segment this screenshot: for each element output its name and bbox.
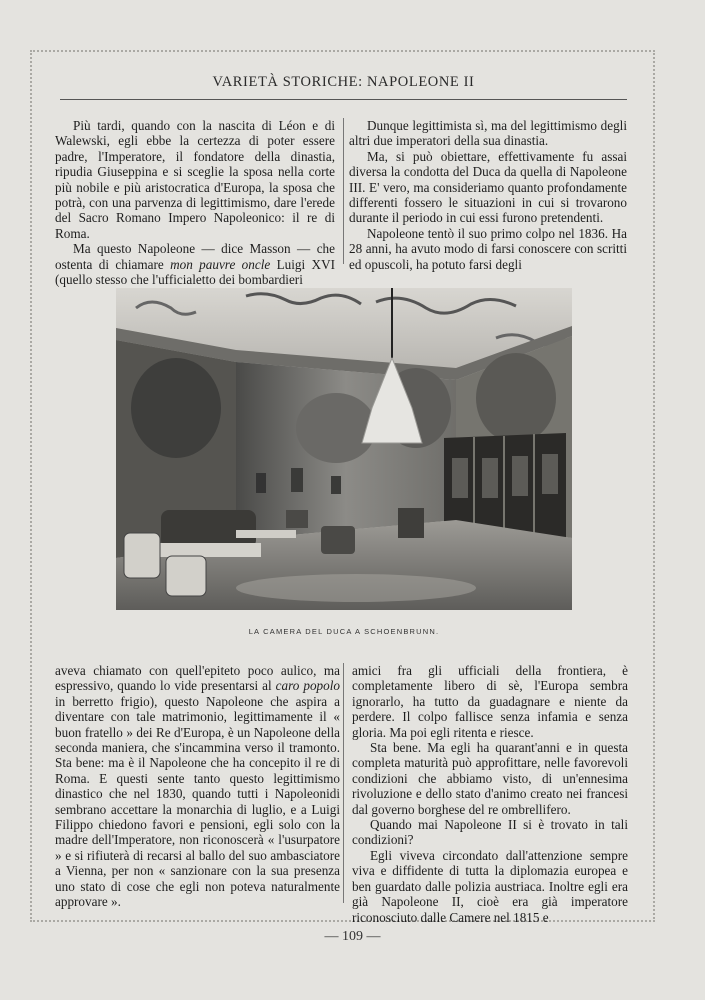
right-column-bottom bbox=[352, 663, 628, 925]
text-run: Luigi XVI (quello stesso che l'ufficialetto dei bombardieri bbox=[55, 256, 335, 288]
column-rule bbox=[343, 118, 344, 264]
right-column-top bbox=[349, 118, 627, 272]
left-column-bottom bbox=[55, 663, 340, 910]
paragraph: Dunque legittimista sì, ma del legittimismo degli altri due imperatori della sua dinastia. bbox=[349, 118, 627, 149]
text-run: in berretto frigio), questo Napoleone che aspira a diventare con tale matrimonio, legittimamente il « buon fratello » dei Re d'Europa, è un Napoleone della seconda maniera, che s'incammina verso il tramonto. Sta bene: ma è il Napoleone che ha concepito il re di Roma. E questi sente tanto questo legittimismo dinastico che nel 1830, quando tutti i Napoleonidi sembrano accettare la monarchia di luglio, e a Luigi Filippo chiedono favori e pensioni, egli solo con la madre dell'Imperatore, non riconoscerà « l'usurpatore » e si rifiuterà di recarsi al ballo del suo ambasciatore a Vienna, per non « sanzionare con la sua presenza uno stato di cose che egli non poteva naturalmente approvare ». bbox=[55, 693, 340, 910]
page-number: — 109 — bbox=[324, 929, 381, 944]
paragraph bbox=[55, 241, 335, 287]
paragraph: Ma, si può obiettare, effettivamente fu assai diversa la condotta del Duca da quella di Napoleone III. E' vero, ma consideriamo quanto profondamente differenti fossero le situazioni in cui si trovarono durante il periodo in cui essi furono pretendenti. bbox=[349, 148, 627, 226]
text-run: aveva chiamato con quell'epiteto poco aulico, ma espressivo, quando lo vide presentarsi al bbox=[55, 663, 340, 694]
text-run: Ma questo Napoleone — dice Masson — che ostenta di chiamare bbox=[55, 241, 335, 272]
paragraph bbox=[55, 663, 340, 910]
paragraph: Quando mai Napoleone II si è trovato in tali condizioni? bbox=[352, 817, 628, 848]
italic-phrase: mon pauvre oncle bbox=[170, 256, 271, 272]
running-head: VARIETÀ STORICHE: NAPOLEONE II bbox=[212, 74, 475, 90]
column-rule bbox=[343, 663, 344, 903]
paragraph: amici fra gli ufficiali della frontiera, è completamente libero di sè, l'Europa sembra ignorarlo, ha tutto da guadagnare e niente da perdere. Il colpo fallisce senza infamia e senza gloria. Ma poi egli ritenta e riesce. bbox=[352, 663, 628, 740]
photo-caption: LA CAMERA DEL DUCA A SCHOENBRUNN. bbox=[248, 627, 440, 636]
paragraph: Napoleone tentò il suo primo colpo nel 1836. Ha 28 anni, ha avuto modo di farsi conoscere con scritti ed opuscoli, ha potuto farsi degli bbox=[349, 225, 627, 272]
header-rule bbox=[60, 99, 627, 100]
paragraph: Più tardi, quando con la nascita di Léon e di Walewski, egli ebbe la certezza di poter essere padre, l'Imperatore, il fondatore della dinastia, ripudia Giuseppina e si sceglie la sposa nella corte più nobile e più aristocratica d'Europa, la sposa che potrà, con una parvenza di legittimismo, dare l'erede del Sacro Romano Impero Napoleonico: il re di Roma. bbox=[55, 118, 335, 241]
paragraph: Egli viveva circondato dall'attenzione sempre viva e diffidente di tutta la diplomazia europea e ben guardato dalle polizia austriaca. Inoltre egli era già Napoleone II, cioè era già imperatore riconosciuto dalle Camere nel 1815 e bbox=[352, 847, 628, 925]
left-column-top bbox=[55, 118, 335, 288]
paragraph: Sta bene. Ma egli ha quarant'anni e in questa completa maturità può approfittare, nelle favorevoli condizioni che abbiamo visto, di un'ennesima rivoluzione e dello stato d'animo creato nei francesi dal governo borghese del re ombrellifero. bbox=[352, 740, 628, 817]
room-photograph bbox=[116, 288, 572, 610]
italic-phrase: caro popolo bbox=[275, 678, 340, 694]
